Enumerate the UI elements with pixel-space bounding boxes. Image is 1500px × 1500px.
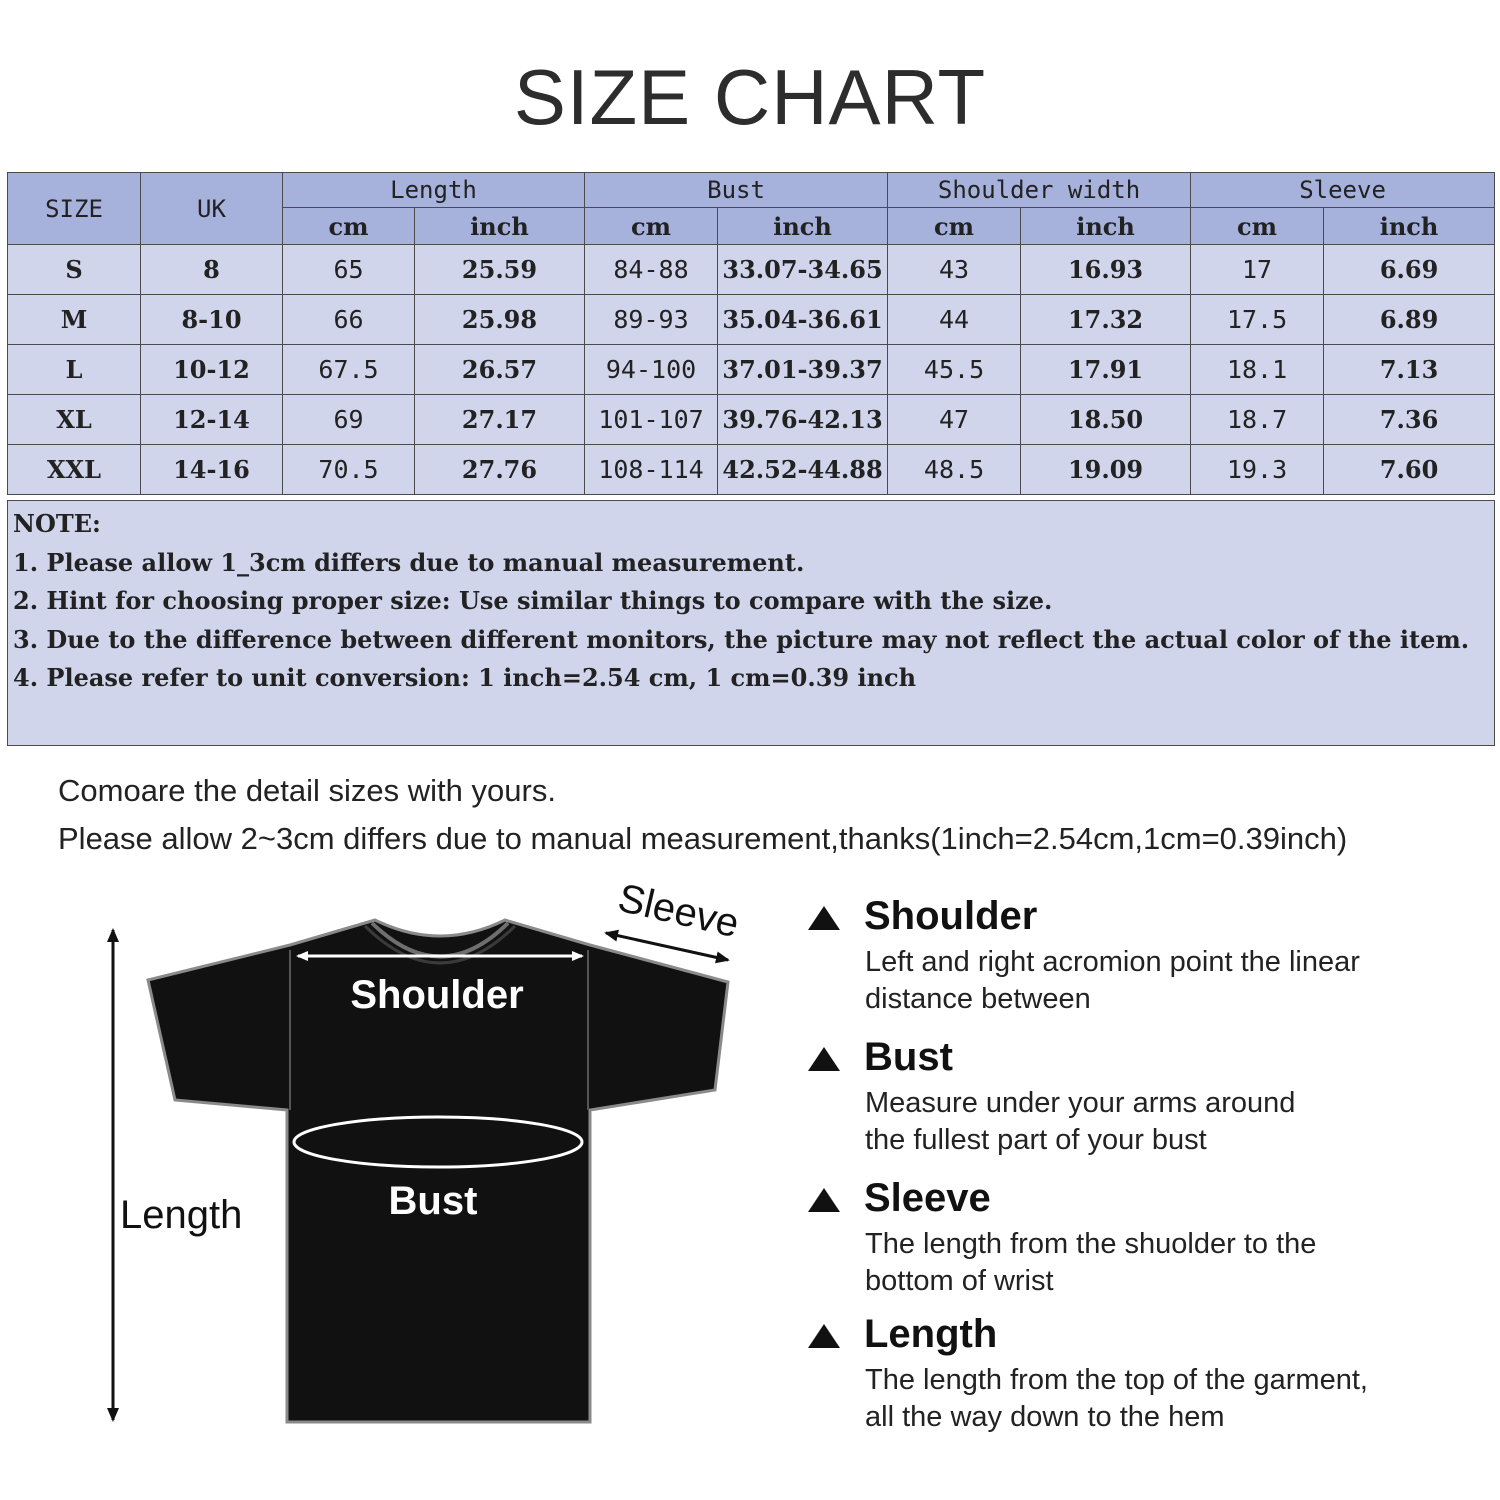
desc-length bbox=[808, 1312, 1448, 1436]
cell-shoulder-cm: 44 bbox=[888, 295, 1021, 345]
length-label: Length bbox=[120, 1193, 243, 1237]
desc-title: Sleeve bbox=[864, 1176, 991, 1220]
header-bust: Bust bbox=[585, 173, 888, 208]
notes-heading: NOTE: bbox=[13, 509, 101, 538]
cell-bust-cm: 84-88 bbox=[585, 245, 718, 295]
tshirt-diagram bbox=[0, 860, 800, 1460]
table-row bbox=[8, 445, 1495, 495]
cell-bust-cm: 94-100 bbox=[585, 345, 718, 395]
sleeve-label: Sleeve bbox=[613, 875, 744, 947]
desc-sleeve bbox=[808, 1176, 1448, 1300]
shoulder-label: Shoulder bbox=[350, 973, 524, 1017]
subheader-cm: cm bbox=[283, 208, 415, 245]
desc-line: all the way down to the hem bbox=[865, 1401, 1225, 1433]
cell-shoulder-cm: 43 bbox=[888, 245, 1021, 295]
cell-length-cm: 65 bbox=[283, 245, 415, 295]
triangle-icon bbox=[808, 1047, 840, 1071]
desc-line: The length from the top of the garment, bbox=[865, 1364, 1368, 1396]
cell-bust-cm: 108-114 bbox=[585, 445, 718, 495]
desc-line: The length from the shuolder to the bbox=[865, 1228, 1317, 1260]
table-row bbox=[8, 295, 1495, 345]
table-row bbox=[8, 395, 1495, 445]
note-item: 3. Due to the difference between different monitors, the picture may not reflect the actual color of the item. bbox=[13, 624, 1470, 654]
cell-sleeve-inch: 7.60 bbox=[1324, 445, 1495, 495]
subheader-inch: inch bbox=[415, 208, 585, 245]
subheader-inch: inch bbox=[1021, 208, 1191, 245]
desc-title: Shoulder bbox=[864, 894, 1038, 938]
cell-sleeve-cm: 18.7 bbox=[1191, 395, 1324, 445]
compare-line-1: Comoare the detail sizes with yours. bbox=[58, 773, 556, 808]
cell-size: M bbox=[8, 295, 141, 345]
cell-size: S bbox=[8, 245, 141, 295]
subheader-inch: inch bbox=[718, 208, 888, 245]
cell-sleeve-inch: 7.36 bbox=[1324, 395, 1495, 445]
note-item: 1. Please allow 1_3cm differs due to manual measurement. bbox=[13, 547, 805, 577]
cell-length-inch: 25.59 bbox=[415, 245, 585, 295]
note-item: 4. Please refer to unit conversion: 1 inch=2.54 cm, 1 cm=0.39 inch bbox=[13, 663, 917, 692]
cell-size: L bbox=[8, 345, 141, 395]
desc-line: distance between bbox=[865, 983, 1091, 1015]
cell-sleeve-cm: 17 bbox=[1191, 245, 1324, 295]
cell-uk: 8-10 bbox=[141, 295, 283, 345]
table-row bbox=[8, 345, 1495, 395]
cell-size: XXL bbox=[8, 445, 141, 495]
desc-line: bottom of wrist bbox=[865, 1265, 1054, 1297]
tshirt-svg bbox=[0, 860, 800, 1460]
cell-size: XL bbox=[8, 395, 141, 445]
header-size: SIZE bbox=[8, 173, 141, 245]
cell-uk: 10-12 bbox=[141, 345, 283, 395]
cell-length-inch: 27.76 bbox=[415, 445, 585, 495]
cell-bust-cm: 101-107 bbox=[585, 395, 718, 445]
cell-length-cm: 67.5 bbox=[283, 345, 415, 395]
cell-sleeve-inch: 7.13 bbox=[1324, 345, 1495, 395]
cell-sleeve-inch: 6.69 bbox=[1324, 245, 1495, 295]
triangle-icon bbox=[808, 906, 840, 930]
cell-bust-inch: 33.07-34.65 bbox=[718, 245, 888, 295]
cell-sleeve-cm: 18.1 bbox=[1191, 345, 1324, 395]
cell-sleeve-cm: 19.3 bbox=[1191, 445, 1324, 495]
cell-bust-inch: 35.04-36.61 bbox=[718, 295, 888, 345]
cell-shoulder-inch: 17.91 bbox=[1021, 345, 1191, 395]
cell-shoulder-cm: 47 bbox=[888, 395, 1021, 445]
compare-line-2: Please allow 2~3cm differs due to manual measurement,thanks(1inch=2.54cm,1cm=0.39inch) bbox=[58, 821, 1348, 856]
cell-length-cm: 70.5 bbox=[283, 445, 415, 495]
subheader-inch: inch bbox=[1324, 208, 1495, 245]
desc-line: the fullest part of your bust bbox=[865, 1124, 1207, 1156]
desc-bust bbox=[808, 1035, 1448, 1159]
cell-shoulder-inch: 17.32 bbox=[1021, 295, 1191, 345]
table-row bbox=[8, 245, 1495, 295]
cell-shoulder-inch: 16.93 bbox=[1021, 245, 1191, 295]
cell-sleeve-inch: 6.89 bbox=[1324, 295, 1495, 345]
note-item: 2. Hint for choosing proper size: Use similar things to compare with the size. bbox=[13, 586, 1053, 615]
desc-shoulder bbox=[808, 894, 1448, 1018]
page-title: SIZE CHART bbox=[513, 53, 987, 141]
header-uk: UK bbox=[141, 173, 283, 245]
cell-uk: 14-16 bbox=[141, 445, 283, 495]
header-length: Length bbox=[283, 173, 585, 208]
cell-length-inch: 26.57 bbox=[415, 345, 585, 395]
cell-shoulder-inch: 19.09 bbox=[1021, 445, 1191, 495]
notes-box bbox=[7, 500, 1495, 746]
cell-shoulder-inch: 18.50 bbox=[1021, 395, 1191, 445]
cell-bust-inch: 39.76-42.13 bbox=[718, 395, 888, 445]
header-sleeve: Sleeve bbox=[1191, 173, 1495, 208]
desc-title: Length bbox=[864, 1312, 998, 1356]
size-table bbox=[7, 172, 1495, 495]
cell-uk: 12-14 bbox=[141, 395, 283, 445]
cell-bust-cm: 89-93 bbox=[585, 295, 718, 345]
desc-line: Left and right acromion point the linear bbox=[865, 946, 1360, 978]
cell-shoulder-cm: 48.5 bbox=[888, 445, 1021, 495]
cell-shoulder-cm: 45.5 bbox=[888, 345, 1021, 395]
cell-length-inch: 25.98 bbox=[415, 295, 585, 345]
cell-length-cm: 66 bbox=[283, 295, 415, 345]
desc-title: Bust bbox=[864, 1035, 953, 1079]
desc-line: Measure under your arms around bbox=[865, 1087, 1296, 1119]
header-shoulder-width: Shoulder width bbox=[888, 173, 1191, 208]
cell-bust-inch: 42.52-44.88 bbox=[718, 445, 888, 495]
cell-length-inch: 27.17 bbox=[415, 395, 585, 445]
subheader-cm: cm bbox=[1191, 208, 1324, 245]
subheader-cm: cm bbox=[888, 208, 1021, 245]
triangle-icon bbox=[808, 1324, 840, 1348]
cell-bust-inch: 37.01-39.37 bbox=[718, 345, 888, 395]
cell-uk: 8 bbox=[141, 245, 283, 295]
triangle-icon bbox=[808, 1188, 840, 1212]
subheader-cm: cm bbox=[585, 208, 718, 245]
bust-label: Bust bbox=[388, 1179, 478, 1223]
cell-length-cm: 69 bbox=[283, 395, 415, 445]
cell-sleeve-cm: 17.5 bbox=[1191, 295, 1324, 345]
